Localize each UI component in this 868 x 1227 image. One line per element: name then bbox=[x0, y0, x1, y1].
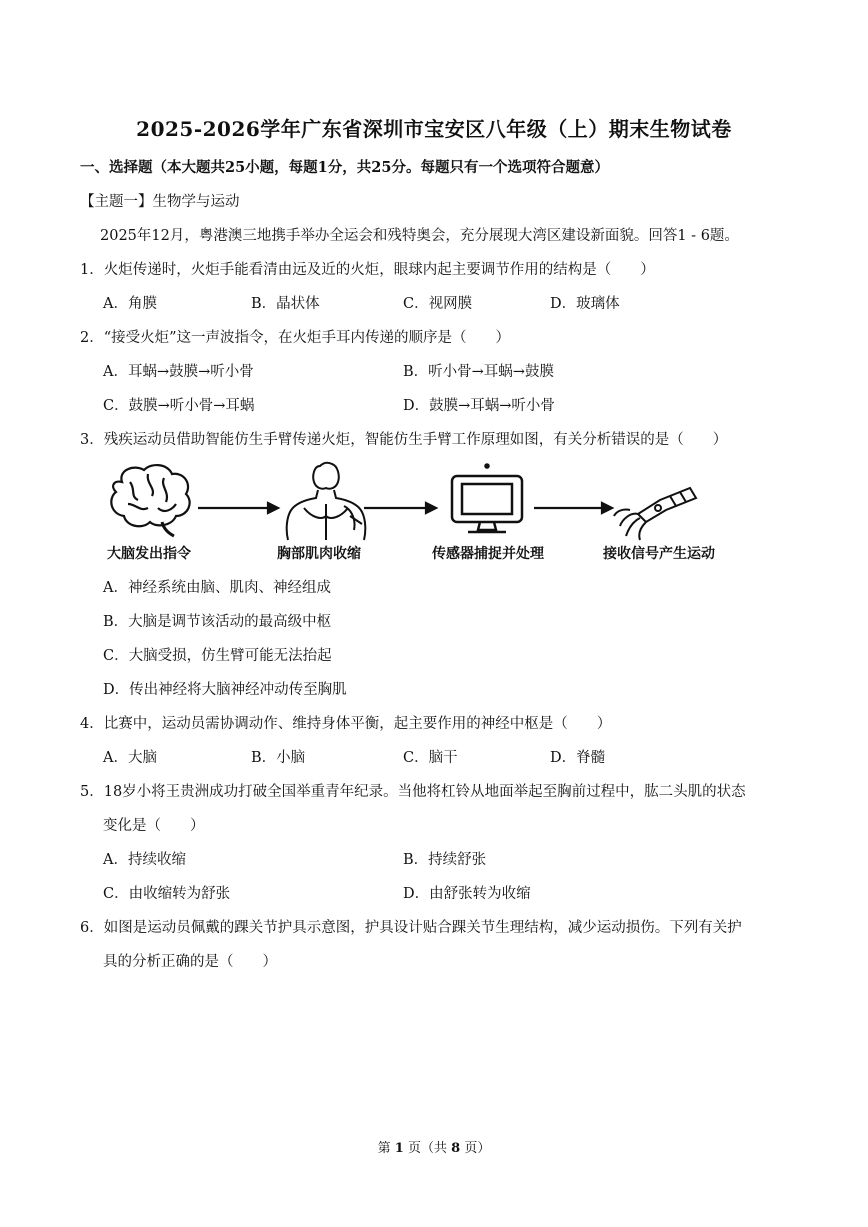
bionic-arm-icon bbox=[614, 488, 696, 540]
question-1-stem: 1．火炬传递时，火炬手能看清由远及近的火炬，眼球内起主要调节作用的结构是（ ） bbox=[80, 262, 655, 278]
question-2-stem: 2．“接受火炬”这一声波指令，在火炬手耳内传递的顺序是（ ） bbox=[80, 330, 511, 346]
brain-icon bbox=[111, 465, 189, 536]
theme-heading: 【主题一】生物学与运动 bbox=[80, 194, 240, 210]
footer-page-number: 1 bbox=[394, 1141, 404, 1156]
footer-suffix: 页） bbox=[464, 1141, 491, 1156]
q5-option-d: D．由舒张转为收缩 bbox=[403, 886, 531, 902]
q1-option-c: C．视网膜 bbox=[403, 296, 473, 312]
q4-option-d: D．脊髓 bbox=[550, 750, 606, 766]
footer-mid: 页（共 bbox=[407, 1141, 447, 1156]
arrow-icon bbox=[198, 503, 278, 513]
footer-total-pages: 8 bbox=[451, 1141, 461, 1156]
question-6-stem-line1: 6．如图是运动员佩戴的踝关节护具示意图，护具设计贴合踝关节生理结构，减少运动损伤。下列有关护 bbox=[80, 920, 742, 936]
figure-caption-brain: 大脑发出指令 bbox=[107, 546, 191, 562]
arrow-icon bbox=[364, 503, 436, 513]
q2-option-a: A．耳蜗→鼓膜→听小骨 bbox=[103, 364, 254, 380]
q3-option-a: A．神经系统由脑、肌肉、神经组成 bbox=[103, 580, 331, 596]
q4-option-a: A．大脑 bbox=[103, 750, 157, 766]
q3-option-d: D．传出神经将大脑神经冲动传至胸肌 bbox=[103, 682, 347, 698]
footer-prefix: 第 bbox=[377, 1141, 391, 1156]
q5-option-a: A．持续收缩 bbox=[103, 852, 186, 868]
q2-option-b: B．听小骨→耳蜗→鼓膜 bbox=[403, 364, 554, 380]
question-5-stem-line1: 5．18岁小将王贵洲成功打破全国举重青年纪录。当他将杠铃从地面举起至胸前过程中，肱二头肌的状态 bbox=[80, 784, 746, 800]
q1-option-b: B．晶状体 bbox=[251, 296, 320, 312]
section-heading-choice: 一、选择题（本大题共25小题，每题1分，共25分。每题只有一个选项符合题意） bbox=[80, 159, 609, 176]
q5-option-b: B．持续舒张 bbox=[403, 852, 487, 868]
q3-option-b: B．大脑是调节该活动的最高级中枢 bbox=[103, 614, 332, 630]
q1-option-a: A．角膜 bbox=[103, 296, 157, 312]
question-3-stem: 3．残疾运动员借助智能仿生手臂传递火炬，智能仿生手臂工作原理如图，有关分析错误的是（ ） bbox=[80, 432, 728, 448]
arrow-icon bbox=[534, 503, 612, 513]
exam-title: 2025-2026学年广东省深圳市宝安区八年级（上）期末生物试卷 bbox=[136, 117, 732, 141]
q2-option-c: C．鼓膜→听小骨→耳蜗 bbox=[103, 398, 255, 414]
question-5-stem-line2: 变化是（ ） bbox=[103, 818, 205, 834]
computer-icon bbox=[452, 465, 522, 533]
q4-option-b: B．小脑 bbox=[251, 750, 306, 766]
q4-option-c: C．脑干 bbox=[403, 750, 458, 766]
figure-caption-sensor: 传感器捕捉并处理 bbox=[432, 546, 544, 562]
chest-muscle-icon bbox=[287, 463, 366, 540]
figure-caption-chest: 胸部肌肉收缩 bbox=[277, 546, 361, 562]
figure-caption-motion: 接收信号产生运动 bbox=[603, 546, 715, 562]
q3-option-c: C．大脑受损，仿生臂可能无法抬起 bbox=[103, 648, 332, 664]
question-4-stem: 4．比赛中，运动员需协调动作、维持身体平衡，起主要作用的神经中枢是（ ） bbox=[80, 716, 612, 732]
q2-option-d: D．鼓膜→耳蜗→听小骨 bbox=[403, 398, 555, 414]
question-6-stem-line2: 具的分析正确的是（ ） bbox=[103, 954, 277, 970]
intro-text: 2025年12月，粤港澳三地携手举办全运会和残特奥会，充分展现大湾区建设新面貌。回答1 - 6题。 bbox=[100, 228, 739, 244]
page-footer bbox=[0, 1137, 868, 1156]
q1-option-d: D．玻璃体 bbox=[550, 296, 620, 312]
q5-option-c: C．由收缩转为舒张 bbox=[103, 886, 231, 902]
bionic-arm-diagram bbox=[100, 460, 730, 542]
